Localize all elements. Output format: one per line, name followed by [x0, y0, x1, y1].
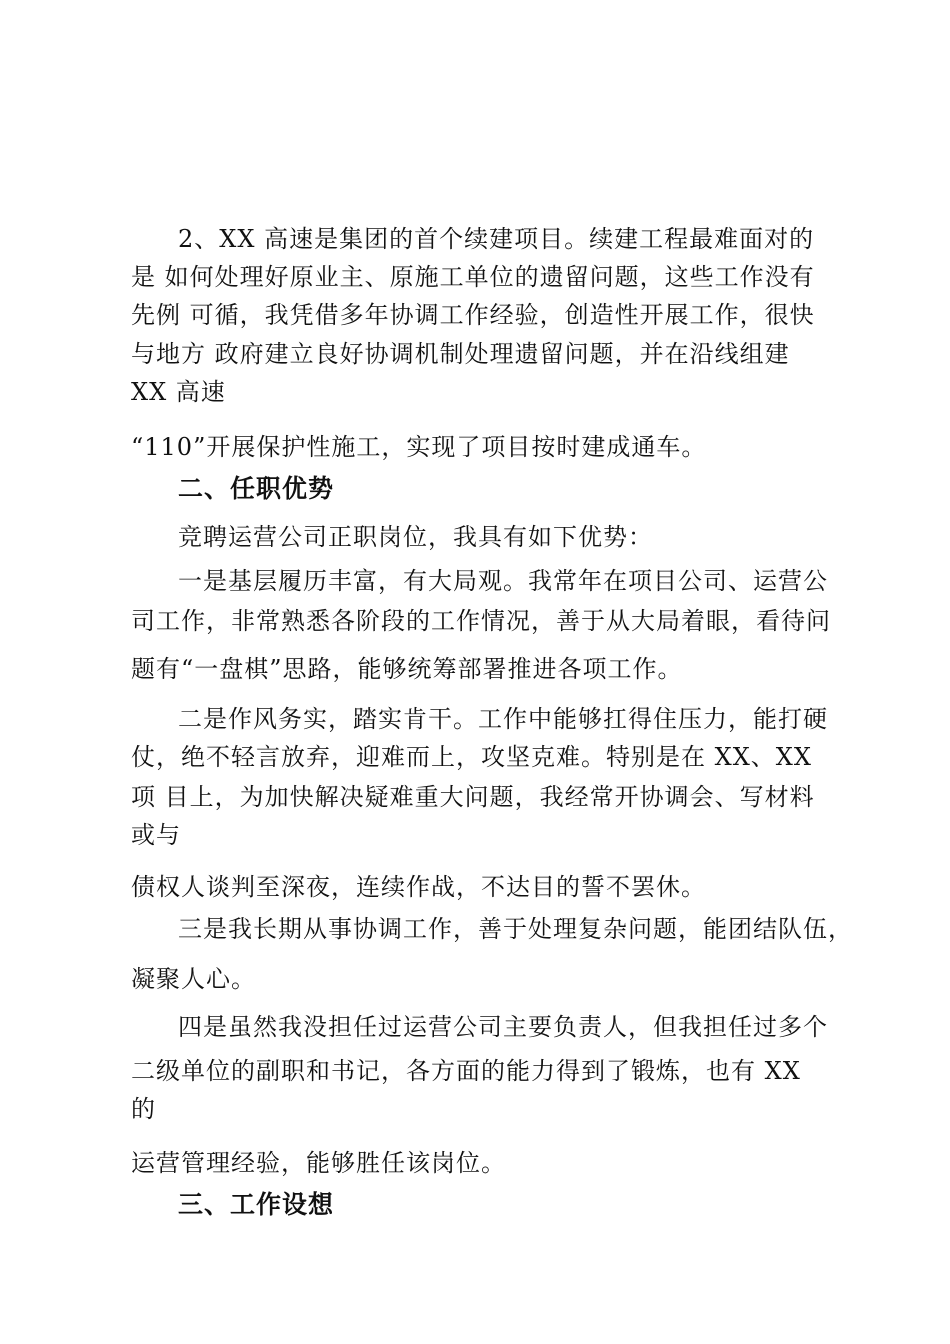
paragraph-line: 二级单位的副职和书记，各方面的能力得到了锻炼，也有 XX	[131, 1057, 801, 1085]
paragraph-line: 债权人谈判至深夜，连续作战，不达目的誓不罢休。	[131, 873, 706, 901]
paragraph-line: 四是虽然我没担任过运营公司主要负责人，但我担任过多个	[178, 1013, 828, 1041]
paragraph-line: “110”开展保护性施工，实现了项目按时建成通车。	[131, 433, 707, 461]
paragraph-line: 一是基层履历丰富，有大局观。我常年在项目公司、运营公	[178, 567, 828, 595]
paragraph-line: 凝聚人心。	[131, 965, 256, 993]
paragraph-line: 是 如何处理好原业主、原施工单位的遗留问题，这些工作没有	[131, 263, 815, 291]
paragraph-line: XX 高速	[131, 378, 226, 406]
section-heading: 三、工作设想	[178, 1190, 335, 1219]
paragraph-line: 竞聘运营公司正职岗位，我具有如下优势：	[178, 523, 653, 551]
paragraph-line: 与地方 政府建立良好协调机制处理遗留问题，并在沿线组建	[131, 340, 790, 368]
paragraph-line: 司工作，非常熟悉各阶段的工作情况，善于从大局着眼，看待问	[131, 607, 831, 635]
paragraph-line: 仗，绝不轻言放弃，迎难而上，攻坚克难。特别是在 XX、XX	[131, 743, 812, 771]
paragraph-line: 先例 可循，我凭借多年协调工作经验，创造性开展工作，很快	[131, 301, 815, 329]
paragraph-line: 或与	[131, 821, 181, 849]
paragraph-line: 的	[131, 1095, 156, 1123]
paragraph-line: 题有“一盘棋”思路，能够统筹部署推进各项工作。	[131, 655, 683, 683]
paragraph-line: 2、XX 高速是集团的首个续建项目。续建工程最难面对的	[178, 225, 815, 253]
section-heading: 二、任职优势	[178, 474, 335, 503]
paragraph-line: 运营管理经验，能够胜任该岗位。	[131, 1149, 506, 1177]
paragraph-line: 项 目上，为加快解决疑难重大问题，我经常开协调会、写材料	[131, 783, 815, 811]
paragraph-line: 三是我长期从事协调工作，善于处理复杂问题，能团结队伍，	[178, 915, 853, 943]
paragraph-line: 二是作风务实，踏实肯干。工作中能够扛得住压力，能打硬	[178, 705, 828, 733]
